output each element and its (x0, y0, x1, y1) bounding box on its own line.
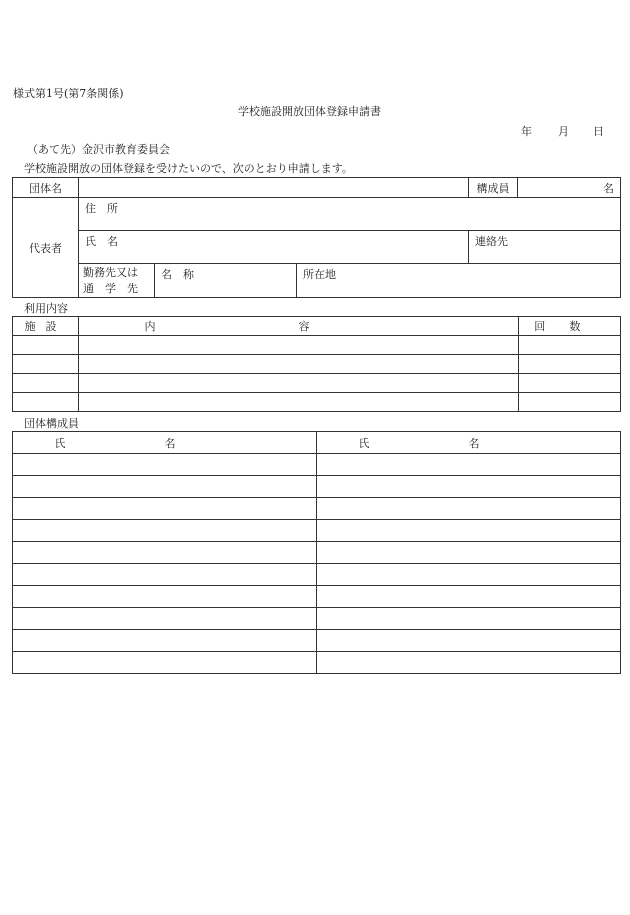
usage-row (13, 374, 621, 393)
usage-count-cell[interactable] (519, 393, 621, 412)
members-count-label: 構成員 (469, 178, 518, 198)
workplace-name-field[interactable] (155, 264, 297, 298)
member-name-cell[interactable] (317, 608, 621, 630)
members-section-title: 団体構成員 (24, 417, 79, 430)
usage-facility-cell[interactable] (13, 336, 79, 355)
contact-label: 連絡先 (475, 235, 509, 248)
group-info-table (12, 177, 621, 298)
intro-text: 学校施設開放の団体登録を受けたいので、次のとおり申請します。 (24, 162, 353, 175)
member-name-cell[interactable] (13, 476, 317, 498)
usage-header-count: 回数 (519, 317, 621, 336)
form-title: 学校施設開放団体登録申請書 (238, 105, 381, 118)
workplace-label-line2: 通 学 先 (83, 281, 138, 295)
representative-name-field[interactable] (79, 231, 469, 264)
usage-header-facility: 施設 (13, 317, 79, 336)
usage-content-cell[interactable] (79, 336, 519, 355)
usage-content-cell[interactable] (79, 374, 519, 393)
name-label: 氏 名 (85, 235, 118, 248)
group-name-label: 団体名 (13, 178, 79, 198)
member-row (13, 608, 621, 630)
member-name-cell[interactable] (13, 454, 317, 476)
member-name-cell[interactable] (317, 652, 621, 674)
contact-field[interactable] (469, 231, 621, 264)
usage-content-cell[interactable] (79, 393, 519, 412)
member-row (13, 476, 621, 498)
usage-row (13, 355, 621, 374)
member-name-cell[interactable] (13, 652, 317, 674)
member-name-cell[interactable] (317, 586, 621, 608)
member-name-cell[interactable] (317, 630, 621, 652)
member-name-cell[interactable] (13, 520, 317, 542)
member-row (13, 454, 621, 476)
date-year-label: 年 (521, 125, 532, 138)
member-name-cell[interactable] (13, 608, 317, 630)
usage-section-title: 利用内容 (24, 302, 68, 315)
usage-header-content: 内容 (79, 317, 519, 336)
usage-facility-cell[interactable] (13, 374, 79, 393)
member-name-cell[interactable] (317, 476, 621, 498)
members-header-name-right: 氏名 (317, 432, 621, 454)
usage-row (13, 393, 621, 412)
member-name-cell[interactable] (13, 542, 317, 564)
usage-count-cell[interactable] (519, 374, 621, 393)
usage-count-cell[interactable] (519, 355, 621, 374)
member-name-cell[interactable] (13, 630, 317, 652)
workplace-name-label: 名 称 (161, 268, 194, 281)
usage-row (13, 336, 621, 355)
usage-content-cell[interactable] (79, 355, 519, 374)
member-name-cell[interactable] (13, 498, 317, 520)
members-unit: 名 (603, 181, 615, 195)
member-name-cell[interactable] (317, 454, 621, 476)
member-row (13, 652, 621, 674)
member-row (13, 586, 621, 608)
member-row (13, 630, 621, 652)
form-number: 様式第1号(第7条関係) (13, 87, 124, 100)
member-name-cell[interactable] (317, 498, 621, 520)
members-count-field[interactable] (518, 178, 621, 198)
member-name-cell[interactable] (13, 564, 317, 586)
workplace-label-line1: 勤務先又は (83, 265, 138, 279)
member-row (13, 542, 621, 564)
representative-address-field[interactable] (79, 198, 621, 231)
workplace-location-field[interactable] (297, 264, 621, 298)
usage-facility-cell[interactable] (13, 355, 79, 374)
member-row (13, 520, 621, 542)
member-row (13, 498, 621, 520)
usage-header-row (13, 317, 621, 336)
workplace-location-label: 所在地 (303, 268, 336, 281)
usage-count-cell[interactable] (519, 336, 621, 355)
member-row (13, 564, 621, 586)
group-name-field[interactable] (79, 178, 469, 198)
members-table (12, 431, 621, 674)
member-name-cell[interactable] (317, 542, 621, 564)
members-header-row (13, 432, 621, 454)
date-month-label: 月 (558, 125, 569, 138)
usage-facility-cell[interactable] (13, 393, 79, 412)
member-name-cell[interactable] (13, 586, 317, 608)
member-name-cell[interactable] (317, 520, 621, 542)
workplace-label (79, 264, 155, 298)
representative-label: 代表者 (13, 198, 79, 298)
address-label: 住 所 (85, 202, 118, 215)
usage-table (12, 316, 621, 412)
member-name-cell[interactable] (317, 564, 621, 586)
members-header-name-left: 氏名 (13, 432, 317, 454)
addressee: （あて先）金沢市教育委員会 (27, 143, 170, 156)
date-day-label: 日 (593, 125, 604, 138)
